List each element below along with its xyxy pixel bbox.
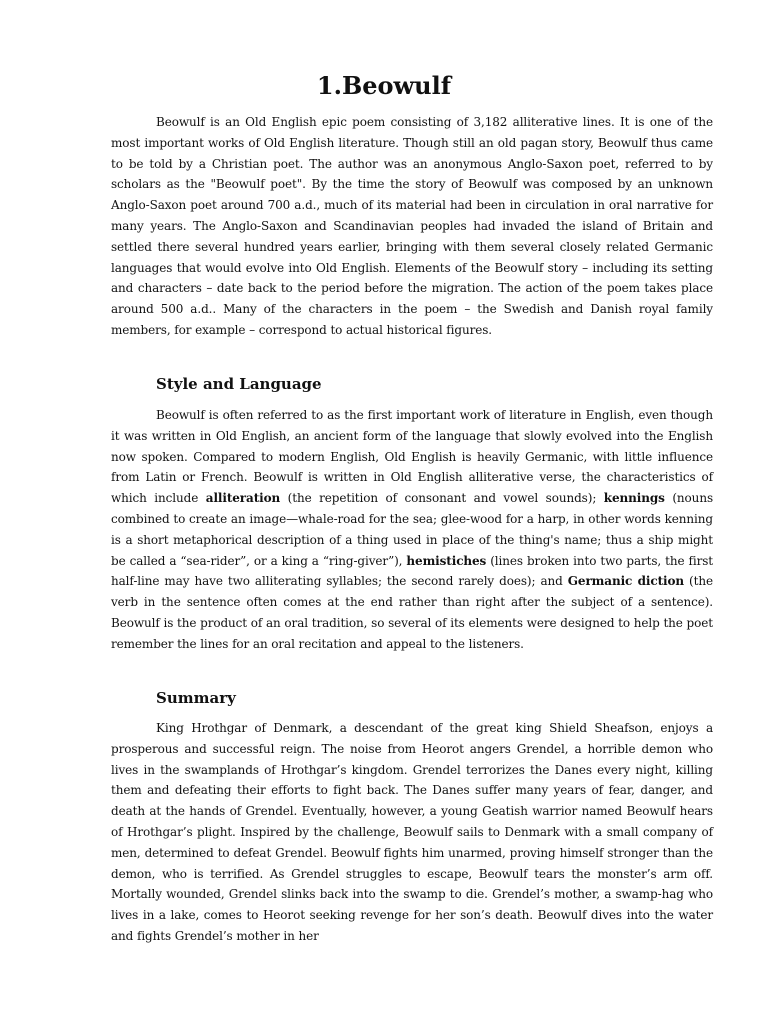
intro-paragraph: Beowulf is an Old English epic poem consisting of 3,182 alliterative lines. It is one of the most important works of Old English literature. Though still an old pagan story, Beowulf thus came to be told by a Christian poet. The author was an anonymous Anglo-Saxon poet, referred to by scholars as the "Beowulf poet". By the time the story of Beowulf was composed by an unknown Anglo-Saxon poet around 700 a.d., much of its material had been in circulation in oral narrative for many years. The Anglo-Saxon and Scandinavian peoples had invaded the island of Britain and settled there several hundred years earlier, bringing with them several closely related Germanic languages that would evolve into Old English. Elements of the Beowulf story – including its setting and characters – date back to the period before the migration. The action of the poem takes place around 500 a.d.. Many of the characters in the poem – the Swedish and Danish royal family members, for example – correspond to actual historical figures. — [111, 115, 713, 337]
term-germanic-diction: Germanic diction — [567, 574, 685, 589]
term-alliteration: alliteration — [205, 491, 281, 506]
style-text-part-5: (the verb in the sentence often comes at the end rather than right after the subject of a sentence). Beowulf is the product of an oral tradition, so several of its elements were designed to help the poet remember the lines for an oral recitation and appeal to the listeners. — [111, 574, 713, 651]
document-title: 1.Beowulf — [316, 71, 452, 100]
summary-section — [111, 718, 713, 947]
term-hemistiches: hemistiches — [406, 553, 487, 568]
style-text-part-2: (the repetition of consonant and vowel sounds); — [280, 491, 604, 506]
summary-heading: Summary — [156, 689, 236, 707]
term-kennings: kennings — [603, 491, 665, 506]
style-language-section — [111, 405, 713, 655]
style-text-part-3: (nouns combined to create an image—whale-road for the sea; glee-wood for a harp, in other words kenning is a short metaphorical description of a thing used in place of the thing's name; thus a ship might be called a “sea-rider”, or a king a “ring-giver”), — [111, 491, 714, 568]
style-text-part-1: Beowulf is often referred to as the first important work of literature in English, even though it was written in Old English, an ancient form of the language that slowly evolved into the English now spoken. Compared to modern English, Old English is heavily Germanic, with little influence from Latin or French. Beowulf is written in Old English alliterative verse, the characteristics of which include — [111, 408, 713, 506]
style-language-paragraph — [111, 405, 713, 655]
summary-paragraph: King Hrothgar of Denmark, a descendant of the great king Shield Sheafson, enjoys a prosperous and successful reign. The noise from Heorot angers Grendel, a horrible demon who lives in the swamplands of Hrothgar’s kingdom. Grendel terrorizes the Danes every night, killing them and defeating their efforts to fight back. The Danes suffer many years of fear, danger, and death at the hands of Grendel. Eventually, however, a young Geatish warrior named Beowulf hears of Hrothgar’s plight. Inspired by the challenge, Beowulf sails to Denmark with a small company of men, determined to defeat Grendel. Beowulf fights him unarmed, proving himself stronger than the demon, who is terrified. As Grendel struggles to escape, Beowulf tears the monster’s arm off. Mortally wounded, Grendel slinks back into the swamp to die. Grendel’s mother, a swamp-hag who lives in a lake, comes to Heorot seeking revenge for her son’s death. Beowulf dives into the water and fights Grendel’s mother in her — [111, 721, 713, 943]
style-language-heading: Style and Language — [156, 375, 322, 393]
style-text-part-4: (lines broken into two parts, the first half-line may have two alliterating syllables; the second rarely does); and — [111, 553, 714, 589]
intro-section — [111, 112, 713, 341]
